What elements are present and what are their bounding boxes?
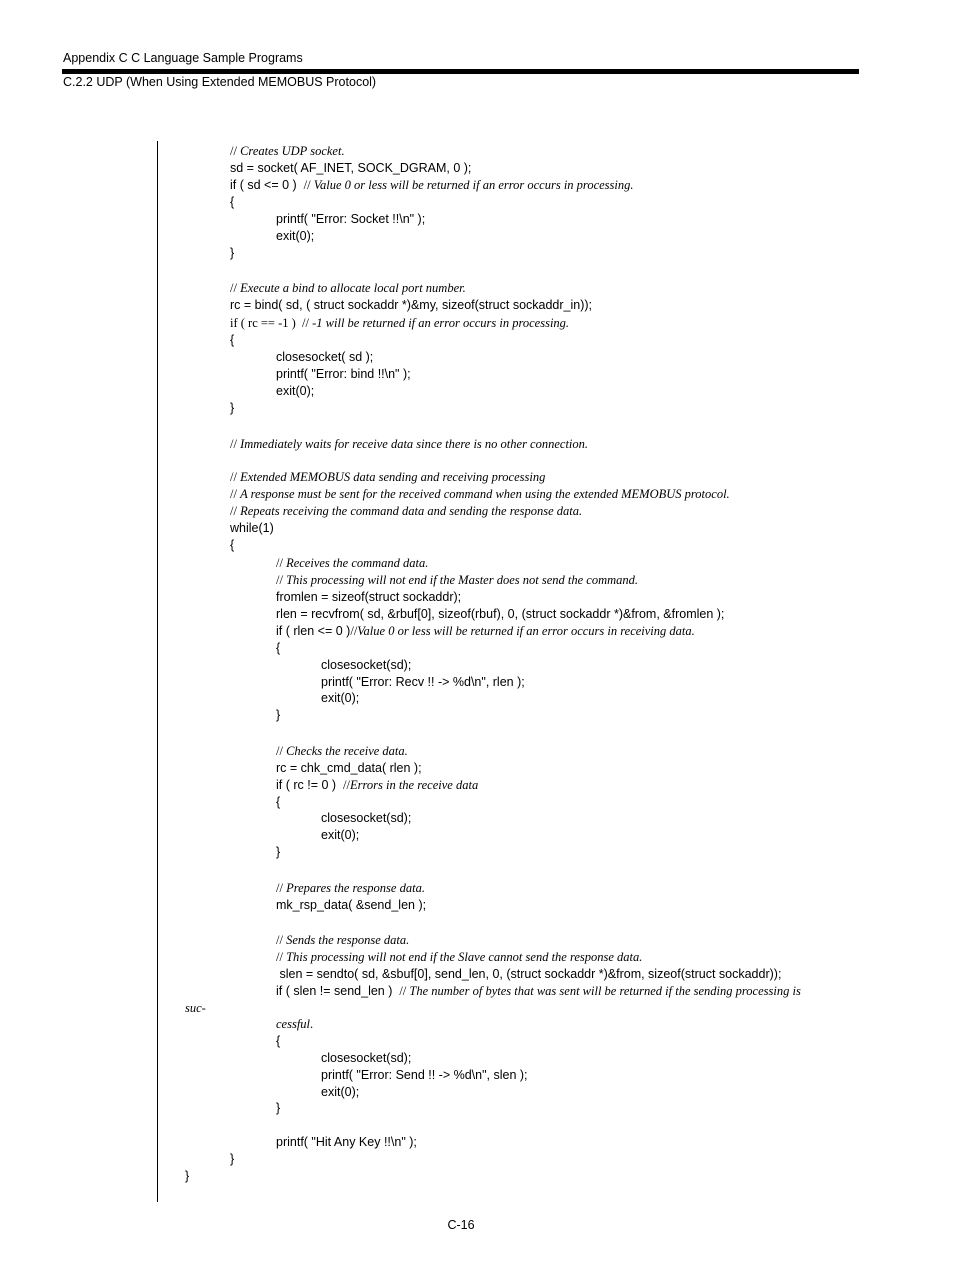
code-comment: Receives the command data. <box>286 556 429 570</box>
code-text: { <box>276 1034 281 1048</box>
code-text: closesocket(sd); <box>321 1051 412 1065</box>
code-line <box>276 776 478 793</box>
code-text: // <box>230 144 241 158</box>
code-line <box>321 1049 411 1066</box>
code-line <box>321 673 525 690</box>
code-text: // <box>230 470 241 484</box>
code-line <box>230 193 234 210</box>
code-text: // <box>230 437 241 451</box>
code-line <box>276 639 280 656</box>
code-line <box>276 348 373 365</box>
code-text: closesocket(sd); <box>321 811 412 825</box>
code-text: exit(0); <box>321 828 360 842</box>
code-comment: Prepares the response data. <box>286 881 425 895</box>
code-line <box>230 159 471 176</box>
code-line <box>276 793 280 810</box>
code-text: rlen = recvfrom( sd, &rbuf[0], sizeof(rbuf), 0, (struct sockaddr *)&from, &fromlen ); <box>276 607 725 621</box>
code-line <box>276 382 314 399</box>
code-text: // <box>230 281 241 295</box>
code-comment: cessful <box>276 1017 311 1031</box>
code-text: printf( "Error: Send !! -> %d\n", slen ); <box>321 1068 528 1082</box>
code-text: exit(0); <box>321 691 360 705</box>
code-line <box>321 689 359 706</box>
code-line <box>321 826 359 843</box>
code-text: exit(0); <box>321 1085 360 1099</box>
code-text: } <box>276 1101 281 1115</box>
code-text: printf( "Error: Recv !! -> %d\n", rlen ); <box>321 675 525 689</box>
code-comment: Errors in the receive data <box>349 778 479 792</box>
code-line <box>276 706 280 723</box>
code-line <box>276 948 642 965</box>
code-text: // <box>399 984 410 998</box>
code-text: closesocket( sd ); <box>276 350 374 364</box>
code-line <box>321 1066 528 1083</box>
code-line <box>230 244 234 261</box>
section-header: C.2.2 UDP (When Using Extended MEMOBUS Protocol) <box>63 75 377 89</box>
code-comment: The number of bytes that was sent will be returned if the sending processing is <box>409 984 801 998</box>
code-text: // <box>276 933 287 947</box>
code-comment: Extended MEMOBUS data sending and receiving processing <box>240 470 546 484</box>
code-line <box>276 931 409 948</box>
code-line <box>230 279 466 296</box>
code-line <box>276 896 426 913</box>
code-line <box>185 1167 189 1184</box>
code-comment: Checks the receive data. <box>286 744 408 758</box>
code-comment: suc- <box>185 1001 206 1015</box>
code-text: . <box>310 1017 314 1031</box>
code-line <box>321 656 411 673</box>
code-line <box>230 314 569 331</box>
code-line <box>276 1099 280 1116</box>
code-text: // <box>230 504 241 518</box>
code-line <box>276 759 422 776</box>
code-line <box>230 536 234 553</box>
code-comment: Sends the response data. <box>286 933 410 947</box>
code-text: rc = bind( sd, ( struct sockaddr *)&my, sizeof(struct sockaddr_in)); <box>230 298 593 312</box>
code-line <box>230 1150 234 1167</box>
code-comment: This processing will not end if the Master does not send the command. <box>286 573 639 587</box>
code-line <box>276 1015 313 1032</box>
code-text: // <box>350 624 358 638</box>
code-text: } <box>230 1152 235 1166</box>
code-text: // <box>276 556 287 570</box>
code-line <box>230 142 345 159</box>
code-comment: Value 0 or less will be returned if an error occurs in processing. <box>313 178 634 192</box>
code-text: // <box>276 950 287 964</box>
code-comment: Execute a bind to allocate local port number. <box>240 281 466 295</box>
code-line <box>276 843 280 860</box>
code-line <box>230 435 588 452</box>
code-line <box>276 982 801 999</box>
code-comment: -1 will be returned if an error occurs in processing. <box>312 316 570 330</box>
code-line <box>276 622 695 639</box>
code-line <box>230 331 234 348</box>
code-text: // <box>276 744 287 758</box>
code-line <box>185 999 206 1016</box>
code-margin-bar <box>157 141 158 1202</box>
code-line <box>230 399 234 416</box>
code-text: { <box>276 641 281 655</box>
code-text: slen = sendto( sd, &sbuf[0], send_len, 0, (struct sockaddr *)&from, sizeof(struct sockaddr)); <box>276 967 782 981</box>
code-text: printf( "Hit Any Key !!\n" ); <box>276 1135 417 1149</box>
page-number: C-16 <box>447 1218 475 1232</box>
code-comment: A response must be sent for the received command when using the extended MEMOBUS protocol. <box>240 487 730 501</box>
code-line <box>230 176 634 193</box>
code-text: } <box>230 401 235 415</box>
code-line <box>276 571 638 588</box>
code-text: if ( rc == -1 ) // <box>230 316 313 330</box>
code-text: printf( "Error: Socket !!\n" ); <box>276 212 426 226</box>
code-text: rc = chk_cmd_data( rlen ); <box>276 761 422 775</box>
code-text: { <box>230 333 235 347</box>
code-line <box>276 1032 280 1049</box>
code-text: exit(0); <box>276 229 315 243</box>
code-line <box>276 965 781 982</box>
code-text: mk_rsp_data( &send_len ); <box>276 898 427 912</box>
code-line <box>276 365 411 382</box>
code-line <box>276 742 408 759</box>
header-rule <box>62 69 859 74</box>
code-line <box>276 1133 417 1150</box>
code-text: closesocket(sd); <box>321 658 412 672</box>
code-text: if ( rc != 0 ) <box>276 778 344 792</box>
code-text: // <box>230 487 241 501</box>
code-comment: Value 0 or less will be returned if an error occurs in receiving data. <box>357 624 695 638</box>
code-comment: Repeats receiving the command data and sending the response data. <box>240 504 583 518</box>
code-text: if ( sd <= 0 ) <box>230 178 304 192</box>
code-text: // <box>303 178 314 192</box>
code-text: { <box>230 538 235 552</box>
code-line <box>230 519 274 536</box>
code-line <box>276 605 724 622</box>
code-text: while(1) <box>230 521 274 535</box>
code-text: sd = socket( AF_INET, SOCK_DGRAM, 0 ); <box>230 161 472 175</box>
code-line <box>321 1083 359 1100</box>
code-line <box>276 879 425 896</box>
code-text: // <box>343 778 350 792</box>
code-line <box>321 809 411 826</box>
code-line <box>230 468 545 485</box>
code-line <box>276 210 425 227</box>
code-text: // <box>276 881 287 895</box>
code-text: } <box>230 246 235 260</box>
code-line <box>276 588 461 605</box>
code-line <box>230 296 592 313</box>
code-comment: Creates UDP socket. <box>240 144 345 158</box>
code-line <box>276 227 314 244</box>
code-line <box>230 502 582 519</box>
code-text: } <box>185 1169 190 1183</box>
code-text: if ( rlen <= 0 ) <box>276 624 351 638</box>
code-text: } <box>276 708 281 722</box>
code-text: { <box>276 795 281 809</box>
code-text: exit(0); <box>276 384 315 398</box>
code-text: if ( slen != send_len ) <box>276 984 400 998</box>
code-comment: Immediately waits for receive data since there is no other connection. <box>240 437 589 451</box>
code-text: { <box>230 195 235 209</box>
code-text: fromlen = sizeof(struct sockaddr); <box>276 590 462 604</box>
code-text: printf( "Error: bind !!\n" ); <box>276 367 411 381</box>
code-line <box>276 554 428 571</box>
code-line <box>230 485 730 502</box>
code-comment: This processing will not end if the Slave cannot send the response data. <box>286 950 643 964</box>
code-text: // <box>276 573 287 587</box>
chapter-header: Appendix C C Language Sample Programs <box>63 51 303 65</box>
code-text: } <box>276 845 281 859</box>
